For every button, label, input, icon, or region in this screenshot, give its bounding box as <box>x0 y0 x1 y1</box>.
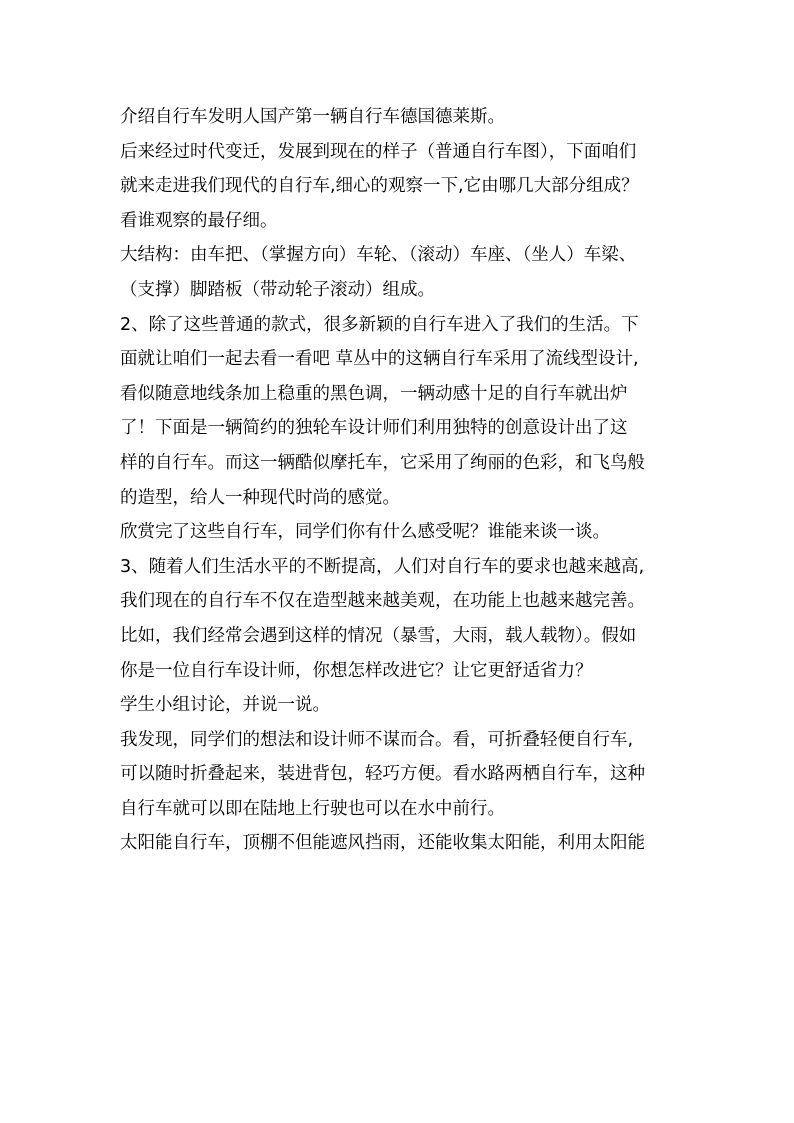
text-line: 自行车就可以即在陆地上行驶也可以在水中前行。 <box>120 798 505 819</box>
text-line: 3、随着人们生活水平的不断提高，人们对自行车的要求也越来越高, <box>120 556 645 577</box>
text-line: 太阳能自行车，顶棚不但能遮风挡雨，还能收集太阳能，利用太阳能 <box>120 833 645 854</box>
text-line: 2、除了这些普通的款式，很多新颖的自行车进入了我们的生活。下 <box>120 314 639 335</box>
text-line: 比如，我们经常会遇到这样的情况（暴雪，大雨，载人载物）。假如 <box>120 625 637 646</box>
text-line: 后来经过时代变迁，发展到现在的样子（普通自行车图），下面咱们 <box>120 141 637 162</box>
text-line: 学生小组讨论，并说一说。 <box>120 695 330 716</box>
text-line: 看似随意地线条加上稳重的黑色调，一辆动感十足的自行车就出炉 <box>120 383 628 404</box>
text-line: 我发现，同学们的想法和设计师不谋而合。看，可折叠轻便自行车, <box>120 729 634 750</box>
text-line: 的造型，给人一种现代时尚的感觉。 <box>120 487 400 508</box>
text-line: 你是一位自行车设计师，你想怎样改进它？让它更舒适省力？ <box>120 660 593 681</box>
text-line: 欣赏完了这些自行车，同学们你有什么感受呢？谁能来谈一谈。 <box>120 522 610 543</box>
text-line: 就来走进我们现代的自行车,细心的观察一下,它由哪几大部分组成？ <box>120 176 639 197</box>
text-line: 可以随时折叠起来，装进背包，轻巧方便。看水路两栖自行车，这种 <box>120 764 645 785</box>
text-line: 看谁观察的最仔细。 <box>120 210 278 231</box>
text-line: 面就让咱们一起去看一看吧 草丛中的这辆自行车采用了流线型设计, <box>120 349 639 370</box>
document-body <box>120 100 680 861</box>
text-line: 样的自行车。而这一辆酷似摩托车，它采用了绚丽的色彩，和飞鸟般 <box>120 452 645 473</box>
text-line: （支撑）脚踏板（带动轮子滚动）组成。 <box>120 279 435 300</box>
text-line: 大结构：由车把、（掌握方向）车轮、（滚动）车座、（坐人）车梁、 <box>120 245 637 266</box>
text-line: 介绍自行车发明人国产第一辆自行车德国德莱斯。 <box>120 107 505 127</box>
text-line: 我们现在的自行车不仅在造型越来越美观，在功能上也越来越完善。 <box>120 591 645 612</box>
text-line: 了！下面是一辆简约的独轮车设计师们利用独特的创意设计出了这 <box>120 418 628 439</box>
